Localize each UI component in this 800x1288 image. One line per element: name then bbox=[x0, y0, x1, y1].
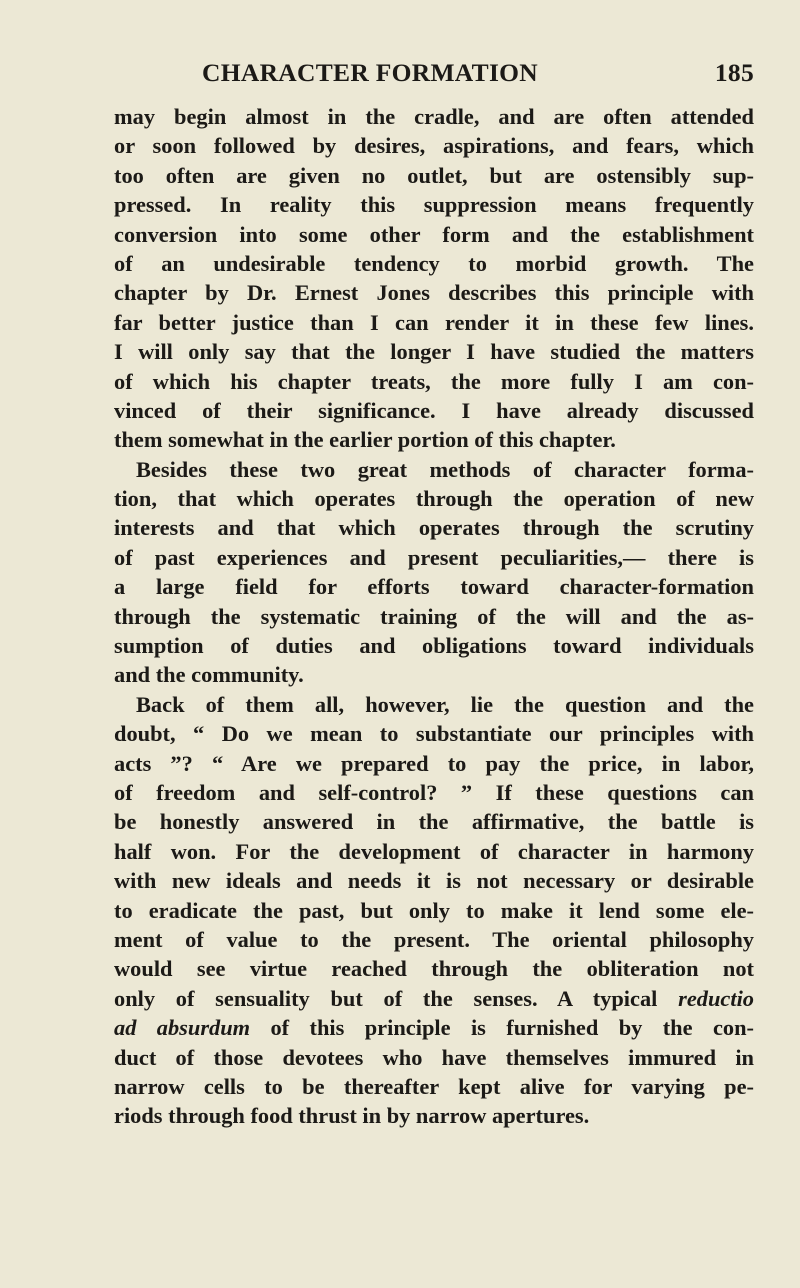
text-line: them somewhat in the earlier portion of this chapter. bbox=[114, 427, 616, 453]
text-line: acts ”? “ Are we prepared to pay the price, in labor, bbox=[114, 750, 754, 776]
text-line: half won. For the development of character in harmony bbox=[114, 838, 754, 864]
text-line: duct of those devotees who have themselves immured in bbox=[114, 1044, 754, 1070]
text-line: chapter by Dr. Ernest Jones describes this principle with bbox=[114, 280, 754, 306]
text-line-with-italic bbox=[114, 984, 754, 1013]
text-line: pressed. In reality this suppression means frequently bbox=[114, 192, 754, 218]
text-line: may begin almost in the cradle, and are often attended bbox=[114, 104, 754, 129]
text-line: to eradicate the past, but only to make it lend some ele- bbox=[114, 897, 754, 923]
text-line: a large field for efforts toward character-formation bbox=[114, 574, 754, 600]
text-line: far better justice than I can render it in these few lines. bbox=[114, 309, 754, 335]
page-number: 185 bbox=[714, 58, 754, 87]
text-line: I will only say that the longer I have studied the matters bbox=[114, 339, 754, 365]
text-line: through the systematic training of the will and the as- bbox=[114, 603, 754, 629]
text-line: be honestly answered in the affirmative, the battle is bbox=[114, 809, 754, 835]
text-line: doubt, “ Do we mean to substantiate our principles with bbox=[114, 721, 754, 747]
running-head bbox=[114, 58, 754, 88]
italic-phrase: ad absurdum bbox=[114, 1015, 251, 1041]
text-line: and the community. bbox=[114, 662, 304, 688]
running-title: CHARACTER FORMATION bbox=[202, 58, 539, 87]
text-segment: of this principle is furnished by the con- bbox=[250, 1015, 754, 1041]
text-line: of an undesirable tendency to morbid growth. The bbox=[114, 250, 754, 276]
text-line: too often are given no outlet, but are ostensibly sup- bbox=[114, 162, 754, 188]
text-line: riods through food thrust in by narrow apertures. bbox=[114, 1103, 590, 1129]
italic-phrase: reductio bbox=[678, 985, 754, 1011]
text-line: Back of them all, however, lie the question and the bbox=[136, 691, 754, 717]
text-line: sumption of duties and obligations toward individuals bbox=[114, 633, 754, 659]
text-line: conversion into some other form and the establishment bbox=[114, 221, 754, 247]
text-line: ment of value to the present. The oriental philosophy bbox=[114, 926, 754, 952]
text-line bbox=[114, 1013, 754, 1042]
text-line: Besides these two great methods of character forma- bbox=[136, 456, 754, 482]
text-line: tion, that which operates through the operation of new bbox=[114, 486, 754, 512]
body-text bbox=[114, 102, 754, 1131]
text-line: would see virtue reached through the obliteration not bbox=[114, 956, 754, 982]
text-segment: only of sensuality but of the senses. A typical bbox=[114, 985, 658, 1011]
text-line: vinced of their significance. I have already discussed bbox=[114, 397, 754, 423]
text-line: interests and that which operates through the scrutiny bbox=[114, 515, 754, 541]
text-line: of which his chapter treats, the more fully I am con- bbox=[114, 368, 754, 394]
text-line: narrow cells to be thereafter kept alive for varying pe- bbox=[114, 1073, 754, 1099]
text-line: of freedom and self-control? ” If these questions can bbox=[114, 779, 754, 805]
text-line: of past experiences and present peculiarities,— there is bbox=[114, 544, 754, 570]
text-line: with new ideals and needs it is not necessary or desirable bbox=[114, 868, 754, 894]
text-line: or soon followed by desires, aspirations, and fears, which bbox=[114, 133, 754, 159]
